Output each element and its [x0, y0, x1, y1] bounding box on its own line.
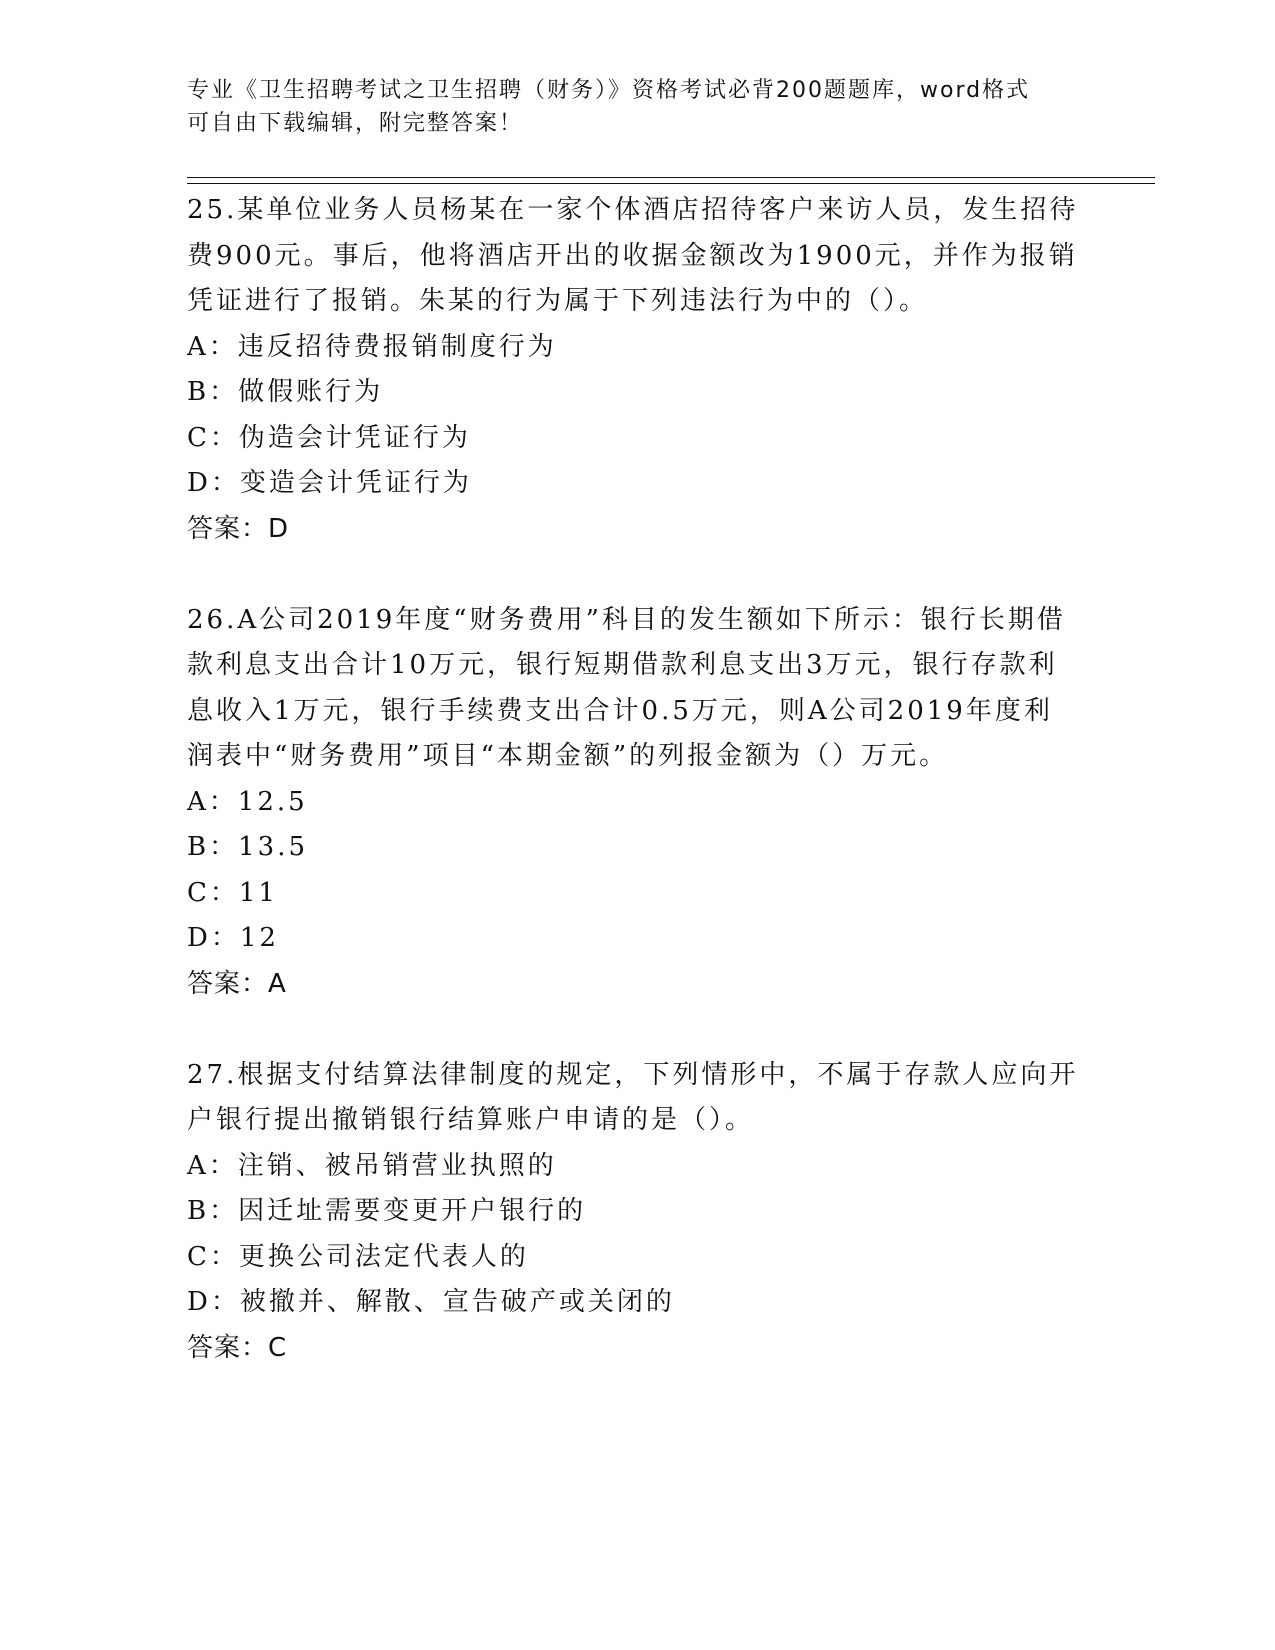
- question-text-line: 款利息支出合计10万元，银行短期借款利息支出3万元，银行存款利: [187, 650, 1058, 680]
- question-spacer: [187, 1007, 1087, 1053]
- question-text-line: 息收入1万元，银行手续费支出合计0.5万元，则A公司2019年度利: [187, 695, 1053, 726]
- option-c: C：更换公司法定代表人的: [187, 1241, 529, 1272]
- question-text-line: 润表中“财务费用”项目“本期金额”的列报金额为（）万元。: [187, 741, 949, 771]
- question-26: [187, 598, 1087, 1008]
- header-divider-bottom: [187, 183, 1155, 184]
- question-text-line: 27.根据支付结算法律制度的规定，下列情形中，不属于存款人应向开: [187, 1059, 1079, 1090]
- question-27: [187, 1053, 1087, 1372]
- answer-text: 答案：A: [187, 968, 287, 999]
- document-header: [187, 74, 1067, 140]
- option-a: A：12.5: [187, 786, 308, 817]
- question-text-line: 户银行提出撤销银行结算账户申请的是（）。: [187, 1105, 755, 1135]
- header-line-2: 可自由下载编辑，附完整答案！: [187, 111, 524, 136]
- option-b: B：13.5: [187, 832, 308, 862]
- option-b: B：做假账行为: [187, 377, 384, 407]
- option-b: B：因迁址需要变更开户银行的: [187, 1196, 587, 1226]
- answer-text: 答案：C: [187, 1332, 288, 1363]
- header-divider-top: [187, 177, 1155, 178]
- option-d: D：12: [187, 923, 279, 953]
- option-a: A：注销、被吊销营业执照的: [187, 1150, 557, 1181]
- option-c: C：伪造会计凭证行为: [187, 422, 471, 453]
- question-text-line: 26.A公司2019年度“财务费用”科目的发生额如下所示：银行长期借: [187, 604, 1066, 635]
- option-d: D：变造会计凭证行为: [187, 468, 472, 498]
- question-25: [187, 188, 1087, 552]
- answer-text: 答案：D: [187, 513, 290, 544]
- question-text-line: 25.某单位业务人员杨某在一家个体酒店招待客户来访人员，发生招待: [187, 195, 1079, 225]
- option-c: C：11: [187, 877, 278, 908]
- header-line-1: 专业《卫生招聘考试之卫生招聘（财务）》资格考试必背200题题库，word格式: [187, 78, 1031, 103]
- question-spacer: [187, 552, 1087, 598]
- option-a: A：违反招待费报销制度行为: [187, 331, 557, 362]
- question-text-line: 凭证进行了报销。朱某的行为属于下列违法行为中的（）。: [187, 286, 929, 316]
- option-d: D：被撤并、解散、宣告破产或关闭的: [187, 1287, 675, 1317]
- question-text-line: 费900元。事后，他将酒店开出的收据金额改为1900元，并作为报销: [187, 240, 1078, 271]
- question-list: [187, 188, 1087, 1371]
